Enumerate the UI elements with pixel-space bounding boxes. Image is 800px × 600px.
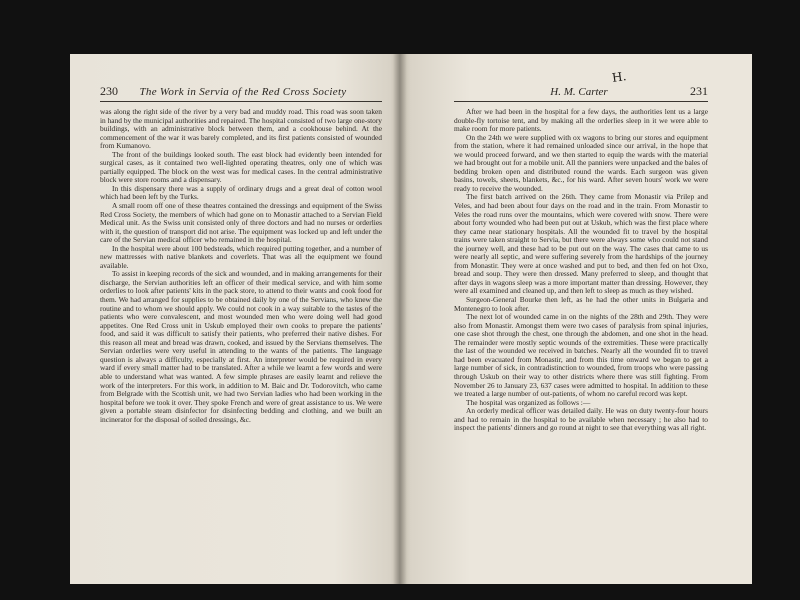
running-author: H. M. Carter [550, 86, 608, 98]
right-page [400, 54, 752, 584]
paragraph: On the 24th we were supplied with ox wagons to bring our stores and equipment from the station, where it had remained unloaded since our arrival, in the hope that we would proceed forward, and we then started to equip the wards with the material we had brought out for a mobile unit. All the panniers were unpacked and the bales of bedding broken open and distributed round the wards. Each surgeon was given basins, towels, sheets, blankets, &c., for his ward. After seven hours' work we were ready to receive the wounded. [454, 132, 708, 193]
paragraph: In this dispensary there was a supply of ordinary drugs and a great deal of cotton wool which had been left by the Turks. [100, 183, 382, 202]
handwritten-annotation: H. [611, 69, 628, 85]
right-page-number: 231 [689, 84, 708, 98]
paragraph: The next lot of wounded came in on the nights of the 28th and 29th. They were also from Monastir. Amongst them were two cases of paralysis from spinal injuries, one case shot through the chest, one through the abdomen, and one shot in the head. The remainder were mostly septic wounds of the extremities. These were practically the last of the wounded we received in batches. Nearly all the wounded fit to travel had been evacuated from Monastir, and from this time onward we began to get a large number of sick, in contradistinction to wounded, from troops who were passing through Uskub on their way to other districts where there was still fighting. From November 26 to January 23, 637 cases were admitted to hospital. In addition to these we treated a large number of out-patients, of whom no careful record was kept. [454, 312, 708, 399]
paragraph: A small room off one of these theatres contained the dressings and equipment of the Swiss Red Cross Society, the members of which had gone on to Monastir attached to a Servian Field Medical unit. As the Swiss unit consisted only of three doctors and had no nurses or orderlies with it, the question of transport did not arise. The equipment was locked up and left under the care of the Servian medical officer who remained in the hospital. [100, 201, 382, 245]
right-running-head [454, 84, 708, 102]
left-page [70, 54, 400, 584]
paragraph: The first batch arrived on the 26th. They came from Monastir via Prilep and Veles, and had been about four days on the road and in the train. From Monastir to Veles the road runs over the mountains, which were covered with snow. There were about forty wounded who had been put out at Uskub, which was the first place where they came near stationary hospitals. All the wounded fit to travel by the hospital trains were taken straight to Servia, but there were always some who could not stand the journey well, and these had to be put out on the way. The cases that came to us were nearly all septic, and were suffering severely from the hardships of the journey from Monastir. They were at once washed and put to bed, and then fed on hot Oxo, bread and soup. They were then dressed. Many preferred to sleep, and thought that after days in wagons sleep was a more important matter than dressing. However, they were all examined and cleaned up, and then left to sleep as much as they wished. [454, 192, 708, 296]
book-gutter [393, 54, 407, 584]
paragraph: To assist in keeping records of the sick and wounded, and in making arrangements for their discharge, the Servian authorities left an officer of their medical service, and with him some orderlies to look after patients' kits in the pack store, to attend to their wants and cook food for them. We had arranged for supplies to be obtained daily by one of the Servians, who knew the routine and to whom we should apply. We could not cook in a way suitable to the tastes of the patients who were convalescent, and most wounded men who were doing well had good appetites. One Red Cross unit in Uskub employed their own cooks to prepare the patients' food, and said it was difficult to satisfy their patients, who preferred their native dishes. For this reason all meat and bread was drawn, cooked, and issued by the Servians themselves. The Servian orderlies were very useful in attending to the wants of the patients. The language question is always a difficulty, especially at first. An interpreter would be required in every ward if every small matter had to be translated. After a while we learnt a few words and were able to understand what was wanted. A few simple phrases are easily learnt and relieve the work of the interpreters. For this work, in addition to M. Baic and Dr. Todorovitch, who came from Belgrade with the Scottish unit, we had two Servian ladies who had been working in the hospital before we took it over. They spoke French and were of great assistance to us. We were given a portable steam disinfector for disinfecting bedding and clothing, and we built an incinerator for the disposal of soiled dressings, &c. [100, 269, 382, 424]
paragraph: Surgeon-General Bourke then left, as he had the other units in Bulgaria and Montenegro to look after. [454, 295, 708, 313]
right-body-text [454, 108, 708, 433]
paragraph: was along the right side of the river by a very bad and muddy road. This road was soon taken in hand by the municipal authorities and repaired. The hospital consisted of two large one-story buildings, with an administrative block between them, and a cookhouse behind. At the commencement of the war it was barely completed, and its first patients consisted of wounded from Kumanovo. [100, 107, 382, 151]
left-page-number: 230 [100, 84, 118, 98]
left-body-text [100, 108, 382, 424]
paragraph: An orderly medical officer was detailed daily. He was on duty twenty-four hours and had to remain in the hospital to be available when necessary ; he also had to inspect the patients' dinners and go round at night to see that everything was all right. [454, 406, 708, 433]
paragraph: The front of the buildings looked south. The east block had evidently been intended for surgical cases, as it contained two well-lighted operating theatres, only one of which was partially equipped. The block on the west was for medical cases. In the central administrative block were store rooms and a dispensary. [100, 149, 382, 185]
paragraph: The hospital was organized as follows :— [466, 397, 591, 407]
paragraph: In the hospital were about 100 bedsteads, which required putting together, and a number of new mattresses with native blankets and coverlets. That was all the equipment we found available. [100, 243, 382, 270]
running-title: The Work in Servia of the Red Cross Society [139, 86, 347, 98]
paragraph: After we had been in the hospital for a few days, the authorities lent us a large double-fly tortoise tent, and by making all the orderlies sleep in it we were able to make room for more patients. [454, 107, 708, 134]
left-running-head [100, 84, 382, 102]
